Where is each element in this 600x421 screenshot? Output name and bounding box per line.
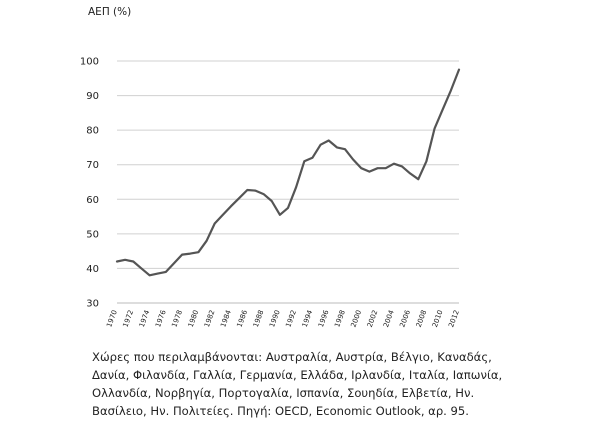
- y-tick-label: 80: [86, 125, 99, 137]
- x-tick-label: 1990: [268, 308, 282, 329]
- x-tick-label: 2012: [447, 308, 461, 329]
- x-tick-label: 1972: [121, 308, 136, 329]
- y-axis-label: ΑΕΠ (%): [88, 6, 132, 18]
- x-tick-label: 2002: [365, 308, 380, 329]
- x-tick-label: 1996: [316, 308, 331, 329]
- y-tick-label: 50: [86, 229, 99, 241]
- figure-caption: Χώρες που περιλαμβάνονται: Αυστραλία, Αυστρία, Βέλγιο, Καναδάς, Δανία, Φιλανδία, Γαλλία, Γερμανία, Ελλάδα, Ιρλανδία, Ιταλία, Ιαπωνία, Ολλανδία, Νορβηγία, Πορτογαλία, Ισπανία, Σουηδία, Ελβετία, Ην. Βασίλειο, Ην. Πολιτείες. Πηγή: OECD, Economic Outlook, αρ. 95.: [92, 350, 503, 418]
- x-tick-label: 2006: [398, 308, 413, 329]
- y-tick-label: 60: [86, 194, 99, 206]
- x-tick-label: 2008: [414, 308, 429, 329]
- y-tick-label: 70: [86, 160, 99, 172]
- x-tick-label: 2004: [382, 308, 396, 329]
- y-tick-label: 40: [86, 263, 99, 275]
- x-tick-label: 1978: [170, 308, 185, 329]
- y-tick-label: 90: [86, 91, 99, 103]
- x-tick-label: 1984: [219, 308, 233, 329]
- x-tick-label: 1998: [333, 308, 347, 329]
- x-tick-label: 1986: [235, 308, 250, 329]
- y-tick-labels: [80, 57, 99, 310]
- x-tick-label: 1988: [251, 308, 266, 329]
- x-tick-label: 2010: [430, 308, 445, 329]
- x-tick-label: 1980: [186, 308, 201, 329]
- y-tick-label: 100: [79, 56, 99, 68]
- x-tick-label: 1992: [284, 308, 299, 329]
- x-tick-label: 1994: [300, 308, 315, 329]
- x-tick-labels: [105, 308, 461, 328]
- series-line: [117, 70, 459, 276]
- y-tick-label: 30: [86, 298, 99, 310]
- x-tick-label: 1974: [137, 308, 152, 329]
- x-tick-label: 2000: [349, 308, 364, 329]
- x-tick-label: 1970: [105, 308, 119, 329]
- x-tick-label: 1982: [202, 308, 217, 329]
- series-group: [117, 70, 459, 276]
- x-tick-label: 1976: [154, 308, 168, 329]
- grid-lines: [117, 61, 459, 303]
